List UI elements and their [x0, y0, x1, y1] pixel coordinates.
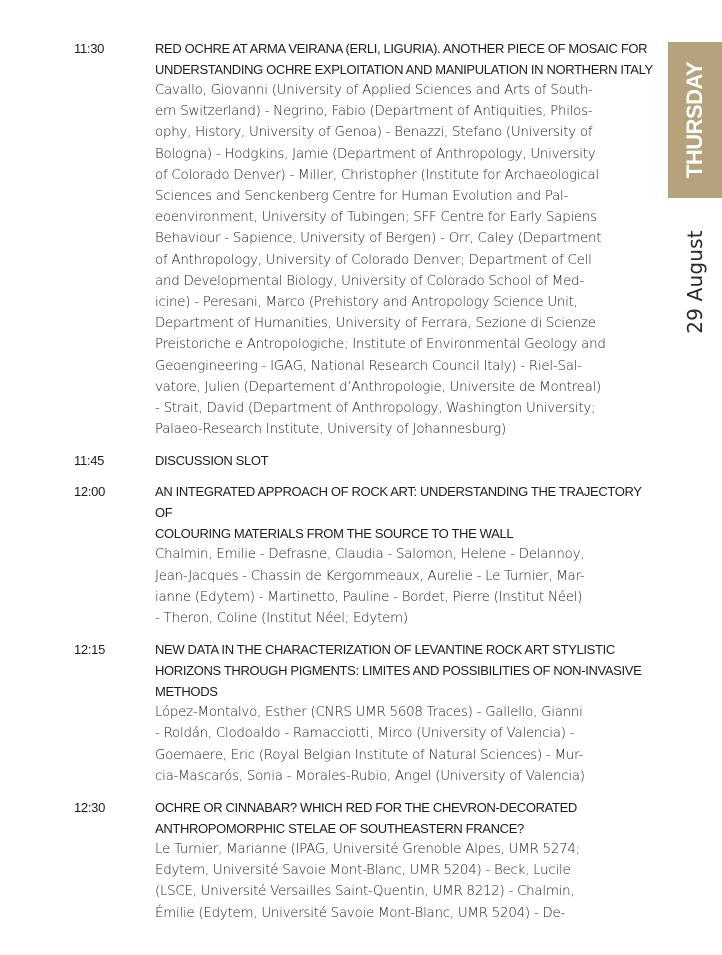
author-line: ianne (Edytem) - Martinetto, Pauline - Bordet, Pierre (Institut Néel)	[155, 589, 583, 605]
session-entry	[74, 639, 654, 787]
date-label: 29 August	[683, 230, 707, 334]
session-title	[155, 797, 654, 839]
author-line: Le Turnier, Marianne (IPAG, Université Grenoble Alpes, UMR 5274;	[155, 842, 580, 858]
session-authors	[155, 80, 654, 440]
day-label: THURSDAY	[682, 61, 707, 179]
session-content	[155, 38, 654, 440]
title-line: COLOURING MATERIALS FROM THE SOURCE TO THE WALL	[155, 526, 514, 542]
session-time: 12:30	[74, 800, 106, 816]
author-line: of Colorado Denver) - Miller, Christopher (Institute for Archaeological	[155, 167, 599, 183]
session-authors	[155, 544, 654, 629]
title-line: ANTHROPOMORPHIC STELAE OF SOUTHEASTERN FRANCE?	[155, 821, 524, 837]
author-line: Chalmin, Emilie - Defrasne, Claudia - Salomon, Helene - Delannoy,	[155, 547, 585, 563]
session-time: 11:30	[74, 41, 105, 56]
author-line: Palaeo-Research Institute, University of Johannesburg)	[155, 422, 506, 438]
session-title	[155, 481, 654, 544]
author-line: Preistoriche e Antropologiche; Institute of Environmental Geology and	[155, 337, 606, 353]
session-title	[155, 450, 654, 471]
author-line: vatore, Julien (Departement d’Anthropologie, Universite de Montreal)	[155, 379, 601, 395]
session-content	[155, 797, 654, 924]
program-schedule	[74, 38, 654, 934]
session-entry	[74, 797, 654, 924]
author-line: Department of Humanities, University of Ferrara, Sezione di Scienze	[155, 316, 596, 332]
author-line: Bologna) - Hodgkins, Jamie (Department of Anthropology, University	[155, 146, 596, 162]
session-entry	[74, 38, 654, 440]
author-line: icine) - Peresani, Marco (Prehistory and Antropology Science Unit,	[155, 295, 578, 311]
day-tab	[668, 42, 722, 198]
session-entry	[74, 481, 654, 629]
session-title	[155, 38, 654, 80]
author-line: Émilie (Edytem, Université Savoie Mont-Blanc, UMR 5204) - De-	[155, 905, 566, 921]
title-line: AN INTEGRATED APPROACH OF ROCK ART: UNDERSTANDING THE TRAJECTORY OF	[155, 484, 642, 521]
title-line: RED OCHRE AT ARMA VEIRANA (ERLI, LIGURIA). ANOTHER PIECE OF MOSAIC FOR	[155, 41, 648, 56]
author-line: Jean-Jacques - Chassin de Kergommeaux, Aurelie - Le Turnier, Mar-	[155, 568, 585, 584]
author-line: ophy, History, University of Genoa) - Benazzi, Stefano (University of	[155, 125, 593, 141]
author-line: and Developmental Biology, University of Colorado School of Med-	[155, 273, 584, 289]
author-line: Edytem, Université Savoie Mont-Blanc, UMR 5204) - Beck, Lucile	[155, 863, 571, 879]
title-line: METHODS	[155, 684, 218, 700]
author-line: - Roldán, Clodoaldo - Ramacciotti, Mirco (University of Valencia) -	[155, 726, 575, 742]
session-authors	[155, 839, 654, 924]
author-line: of Anthropology, University of Colorado Denver; Department of Cell	[155, 252, 592, 268]
session-content	[155, 639, 654, 787]
session-entry	[74, 450, 654, 471]
author-line: cia-Mascarós, Sonia - Morales-Rubio, Angel (University of Valencia)	[155, 768, 585, 784]
author-line: (LSCE, Université Versailles Saint-Quentin, UMR 8212) - Chalmin,	[155, 884, 575, 900]
author-line: Geoengineering - IGAG, National Research Council Italy) - Riel-Sal-	[155, 358, 582, 374]
date-marker	[668, 222, 722, 342]
session-authors	[155, 702, 654, 787]
title-line: DISCUSSION SLOT	[155, 453, 269, 469]
session-title	[155, 639, 654, 702]
title-line: UNDERSTANDING OCHRE EXPLOITATION AND MANIPULATION IN NORTHERN ITALY	[155, 62, 653, 77]
session-time: 12:15	[74, 642, 106, 658]
title-line: OCHRE OR CINNABAR? WHICH RED FOR THE CHEVRON-DECORATED	[155, 800, 577, 816]
session-content	[155, 481, 654, 629]
author-line: Cavallo, Giovanni (University of Applied Sciences and Arts of South-	[155, 83, 593, 98]
author-line: - Strait, David (Department of Anthropology, Washington University;	[155, 401, 596, 417]
author-line: Sciences and Senckenberg Centre for Human Evolution and Pal-	[155, 189, 569, 205]
session-content	[155, 450, 654, 471]
author-line: Behaviour - Sapience, University of Bergen) - Orr, Caley (Department	[155, 231, 602, 247]
author-line: Goemaere, Eric (Royal Belgian Institute of Natural Sciences) - Mur-	[155, 747, 584, 763]
session-time: 12:00	[74, 484, 106, 500]
session-time: 11:45	[74, 453, 105, 469]
author-line: eoenvironment, University of Tubingen; SFF Centre for Early Sapiens	[155, 210, 597, 226]
author-line: - Theron, Coline (Institut Néel; Edytem)	[155, 611, 408, 627]
title-line: HORIZONS THROUGH PIGMENTS: LIMITES AND POSSIBILITIES OF NON-INVASIVE	[155, 663, 642, 679]
title-line: NEW DATA IN THE CHARACTERIZATION OF LEVANTINE ROCK ART STYLISTIC	[155, 642, 615, 658]
author-line: López-Montalvo, Esther (CNRS UMR 5608 Traces) - Gallello, Gianni	[155, 705, 583, 721]
author-line: ern Switzerland) - Negrino, Fabio (Department of Antiquities, Philos-	[155, 104, 593, 120]
